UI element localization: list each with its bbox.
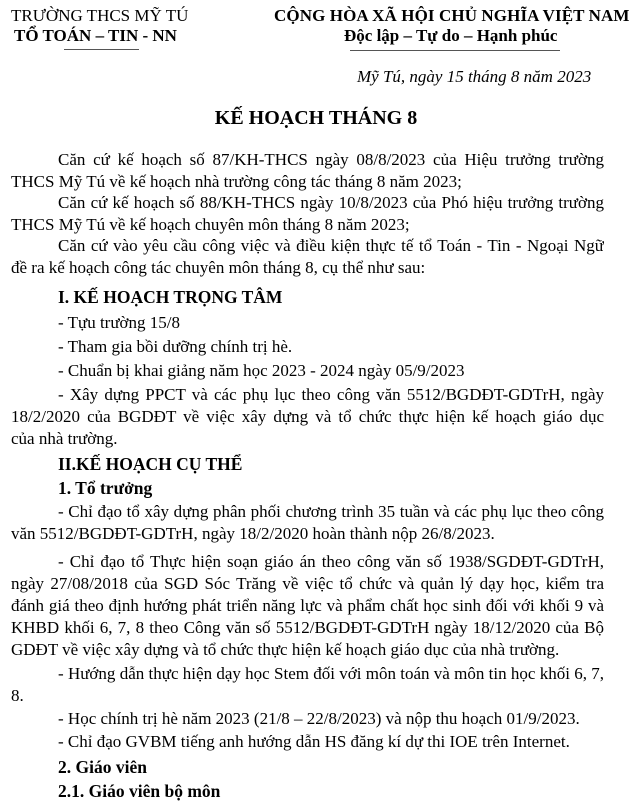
p3-line-2: 8. bbox=[11, 686, 24, 705]
section-1-item-4-line-3: của nhà trường. bbox=[11, 429, 118, 448]
section-1-item-4-line-1: - Xây dựng PPCT và các phụ lục theo công văn 5512/BGDĐT-GDTrH, ngày bbox=[58, 385, 604, 404]
section-1-item: - Chuẩn bị khai giảng năm học 2023 - 2024 ngày 05/9/2023 bbox=[58, 361, 465, 380]
p2-line-4: KHBD khối 6, 7, 8 theo Công văn số 5512/BGDĐT-GDTrH ngày 18/12/2020 của Bộ bbox=[11, 618, 604, 637]
intro-line-2: THCS Mỹ Tú về kế hoạch nhà trường công tác tháng 8 năm 2023; bbox=[11, 172, 462, 191]
school-name: TRƯỜNG THCS MỸ TÚ bbox=[11, 6, 189, 25]
document-title: KẾ HOẠCH THÁNG 8 bbox=[214, 107, 418, 129]
intro-line-5: Căn cứ vào yêu cầu công việc và điều kiện thực tế tổ Toán - Tin - Ngoại Ngữ bbox=[58, 236, 604, 255]
subsection-giao-vien: 2. Giáo viên bbox=[58, 757, 147, 777]
p5: - Chỉ đạo GVBM tiếng anh hướng dẫn HS đăng kí dự thi IOE trên Internet. bbox=[58, 732, 570, 751]
p2-line-1: - Chỉ đạo tổ Thực hiện soạn giáo án theo công văn số 1938/SGDĐT-GDTrH, bbox=[58, 552, 604, 571]
p2-line-2: ngày 27/08/2018 của SGD Sóc Trăng về việc tổ chức và quản lý dạy học, kiểm tra bbox=[11, 574, 604, 593]
department-name: TỔ TOÁN – TIN - NN bbox=[14, 26, 177, 45]
header-right-underline bbox=[350, 50, 560, 51]
p3-line-1: - Hướng dẫn thực hiện dạy học Stem đối với môn toán và môn tin học khối 6, 7, bbox=[58, 664, 604, 683]
section-1-heading: I. KẾ HOẠCH TRỌNG TÂM bbox=[58, 287, 283, 307]
section-2-heading: II.KẾ HOẠCH CỤ THỂ bbox=[58, 454, 243, 474]
p2-line-5: GDĐT về việc xây dựng và tổ chức thực hiện kế hoạch giáo dục của nhà trường. bbox=[11, 640, 560, 659]
p4: - Học chính trị hè năm 2023 (21/8 – 22/8/2023) và nộp thu hoạch 01/9/2023. bbox=[58, 709, 580, 728]
p2-line-3: đánh giá theo định hướng phát triển năng lực và phẩm chất học sinh đối với khối 9 và bbox=[11, 596, 604, 615]
intro-line-3: Căn cứ kế hoạch số 88/KH-THCS ngày 10/8/2023 của Phó hiệu trưởng trường bbox=[58, 193, 604, 212]
intro-line-6: đề ra kế hoạch công tác chuyên môn tháng 8, cụ thể như sau: bbox=[11, 258, 426, 277]
national-motto: Độc lập – Tự do – Hạnh phúc bbox=[344, 26, 558, 45]
subsection-to-truong: 1. Tổ trưởng bbox=[58, 478, 153, 498]
header-left-underline bbox=[64, 49, 139, 50]
date-line: Mỹ Tú, ngày 15 tháng 8 năm 2023 bbox=[357, 67, 592, 86]
p1-line-1: - Chỉ đạo tổ xây dựng phân phối chương trình 35 tuần và các phụ lục theo công bbox=[58, 502, 604, 521]
p1-line-2: văn 5512/BGDĐT-GDTrH, ngày 18/2/2020 hoàn thành nộp 26/8/2023. bbox=[11, 524, 495, 543]
section-1-item: - Tựu trường 15/8 bbox=[58, 313, 181, 332]
intro-line-1: Căn cứ kế hoạch số 87/KH-THCS ngày 08/8/2023 của Hiệu trưởng trường bbox=[58, 150, 604, 169]
section-1-item: - Tham gia bồi dưỡng chính trị hè. bbox=[58, 337, 293, 356]
national-title: CỘNG HÒA XÃ HỘI CHỦ NGHĨA VIỆT NAM bbox=[274, 6, 630, 25]
intro-line-4: THCS Mỹ Tú về kế hoạch chuyên môn tháng 8 năm 2023; bbox=[11, 215, 410, 234]
subsection-giao-vien-bo-mon: 2.1. Giáo viên bộ môn bbox=[58, 781, 221, 801]
section-1-item-4-line-2: 18/2/2020 của BGDĐT về việc xây dựng và tổ chức thực hiện kế hoạch giáo dục bbox=[11, 407, 604, 426]
